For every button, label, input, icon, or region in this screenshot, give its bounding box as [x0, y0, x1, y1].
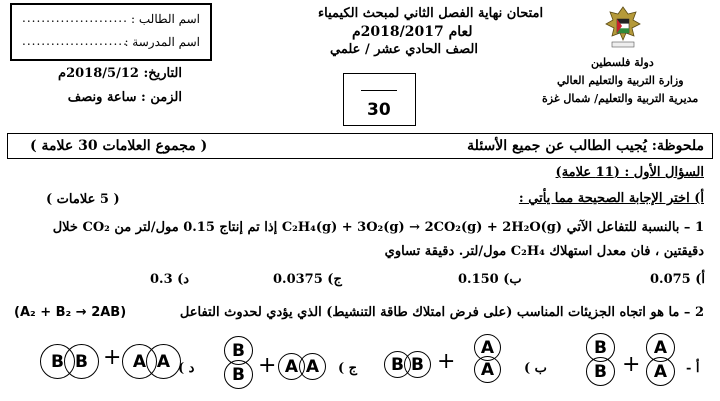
atom-a: A: [299, 353, 326, 380]
marks-line: [361, 90, 397, 91]
total-marks-value: 30: [367, 100, 391, 120]
plus-sign: +: [622, 352, 641, 377]
atom-b: B: [586, 333, 615, 362]
atom-a: A: [146, 344, 181, 379]
country-name: دولة فلسطين: [591, 56, 654, 69]
exam-date: التاريخ: 2018/5/12م: [58, 66, 182, 81]
ministry-name: وزارة التربية والتعليم العالي: [557, 74, 684, 87]
option-a[interactable]: أ) 0.075: [650, 272, 706, 287]
item-1-line-1: 1 – بالنسبة للتفاعل الآتي C₂H₄(g) + 3O₂(g) → 2CO₂(g) + 2H₂O(g) إذا تم إنتاج 0.15 مول/لتر من CO₂ خلال: [52, 220, 704, 235]
plus-sign: +: [437, 349, 456, 374]
atom-b: B: [64, 344, 99, 379]
part-a-marks: ( 5 علامات ): [46, 192, 120, 207]
atom-a: A: [122, 344, 157, 379]
school-name-dots: ......................: [22, 34, 128, 48]
atom-b: B: [586, 357, 615, 386]
exam-title: امتحان نهاية الفصل الثاني لمبحث الكيمياء: [318, 6, 544, 21]
student-name-dots: ......................: [22, 11, 128, 25]
exam-duration: الزمن : ساعة ونصف: [67, 90, 182, 105]
option-d[interactable]: د) 0.3: [150, 272, 190, 287]
note-total: ( مجموع العلامات 30 علامة ): [30, 138, 208, 154]
atom-b: B: [404, 351, 431, 378]
option-letter-b[interactable]: ب ): [524, 361, 547, 376]
atom-a: A: [646, 357, 675, 386]
atom-b: B: [40, 344, 75, 379]
item-1-line-2: دقيقتين ، فان معدل استهلاك C₂H₄ مول/لتر. دقيقة تساوي: [384, 244, 704, 259]
atom-b: B: [224, 360, 253, 389]
atom-a: A: [646, 333, 675, 362]
note-text: ملحوظة: يُجيب الطالب عن جميع الأسئلة: [467, 138, 704, 154]
atom-a: A: [474, 334, 501, 361]
exam-year: لعام 2018/2017م: [352, 24, 473, 40]
question-1-title: السؤال الأول : (11 علامة): [555, 165, 704, 180]
option-b[interactable]: ب) 0.150: [458, 272, 522, 287]
part-a-instruction: أ) اختر الإجابة الصحيحة مما يأتي :: [518, 191, 704, 206]
directorate-name: مديرية التربية والتعليم/ شمال غزة: [542, 92, 699, 105]
atom-a: A: [474, 356, 501, 383]
atom-a: A: [278, 353, 305, 380]
plus-sign: +: [103, 345, 122, 370]
item-2-reaction: (A₂ + B₂ → 2AB): [14, 305, 127, 320]
option-letter-d[interactable]: د ): [178, 361, 195, 376]
option-letter-a[interactable]: أ -: [686, 361, 700, 376]
item-2-question: 2 – ما هو اتجاه الجزيئات المناسب (على فرض امتلاك طاقة التنشيط) الذي يؤدي لحدوث التفاعل: [179, 305, 704, 320]
plus-sign: +: [258, 353, 277, 378]
option-letter-c[interactable]: ج ): [338, 361, 358, 376]
school-name-label: اسم المدرسة :: [124, 35, 200, 49]
exam-grade: الصف الحادي عشر / علمي: [330, 42, 478, 57]
palestine-emblem-icon: [602, 4, 644, 50]
atom-b: B: [384, 351, 411, 378]
option-c[interactable]: ج) 0.0375: [273, 272, 342, 287]
atom-b: B: [224, 336, 253, 365]
student-name-label: اسم الطالب :: [131, 12, 200, 26]
